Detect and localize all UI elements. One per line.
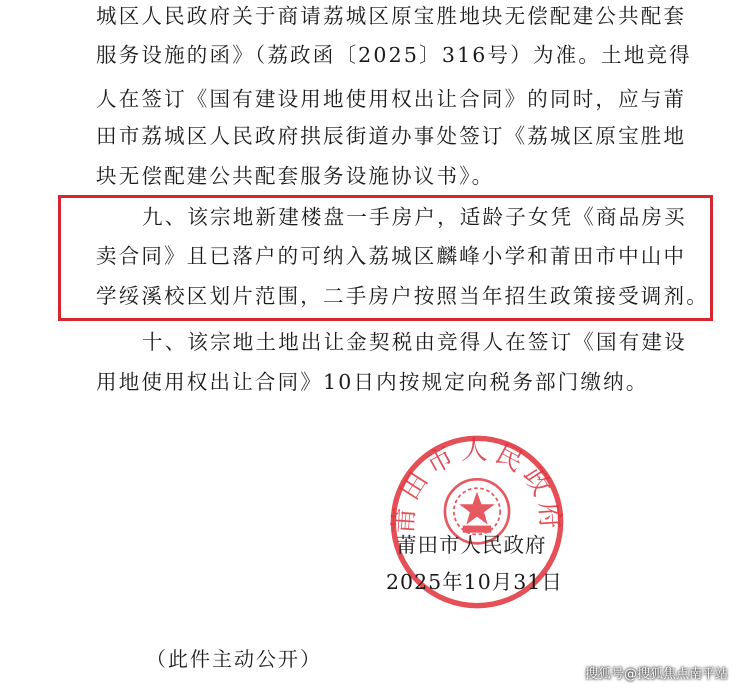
paragraph-line: 人在签订《国有建设用地使用权出让合同》的同时，应与莆 <box>96 87 687 111</box>
signature-date: 2025年10月31日 <box>386 570 563 594</box>
paragraph-line: 田市荔城区人民政府拱辰街道办事处签订《荔城区原宝胜地 <box>96 124 687 148</box>
source-watermark: 搜狐号@搜狐焦点南平站 <box>584 667 728 682</box>
signature-organization: 莆田市人民政府 <box>396 533 547 557</box>
public-disclosure-note: （此件主动公开） <box>146 647 322 671</box>
seal-text: 莆田市人民政府 <box>388 434 566 536</box>
svg-text:莆田市人民政府 <box>388 435 566 535</box>
clause-nine-line: 学绥溪校区划片范围，二手房户按照当年招生政策接受调剂。 <box>96 284 709 308</box>
clause-nine-line: 卖合同》且已落户的可纳入荔城区麟峰小学和莆田市中山中 <box>96 244 687 268</box>
paragraph-line: 服务设施的函》（荔政函〔2025〕316号）为准。土地竞得 <box>96 43 692 67</box>
paragraph-line: 城区人民政府关于商请荔城区原宝胜地块无偿配建公共配套 <box>96 4 687 28</box>
clause-ten-line: 十、该宗地土地出让金契税由竞得人在签订《国有建设 <box>142 330 687 354</box>
clause-ten-line: 用地使用权出让合同》10日内按规定向税务部门缴纳。 <box>96 370 649 394</box>
paragraph-line: 块无偿配建公共配套服务设施协议书》。 <box>96 164 495 188</box>
clause-nine-line: 九、该宗地新建楼盘一手房户，适龄子女凭《商品房买 <box>142 205 687 229</box>
